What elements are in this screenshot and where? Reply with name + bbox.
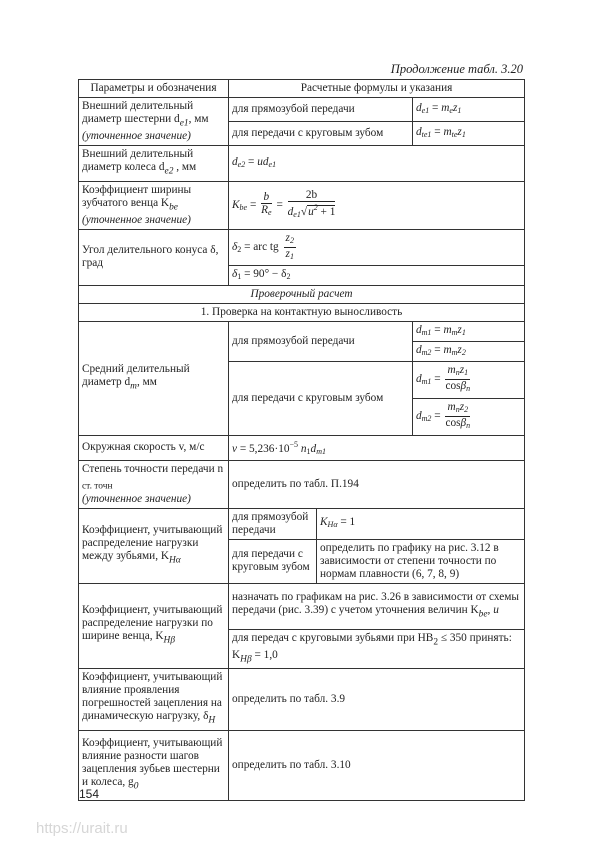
khb-text2-sub2: Hβ bbox=[240, 654, 252, 665]
de1-label: Внешний делительный диаметр шестерни d bbox=[82, 100, 194, 125]
table-row bbox=[79, 669, 525, 730]
table-row bbox=[79, 146, 525, 181]
kha-straight-formula: $K_{H\alpha} = 1$ bbox=[317, 508, 525, 539]
de1-unit: , мм bbox=[188, 113, 209, 125]
delta1-formula: $\delta_2$ = arc tg $\frac{z_2}{z_1}$ bbox=[229, 229, 525, 265]
dh-label: Коэффициент, учитывающий влияние проявления погрешностей зацепления на динамическую нагрузку, δ bbox=[82, 671, 223, 723]
khb-text1-main: назначать по графикам на рис. 3.26 в зависимости от схемы передачи (рис. 3.39) с учетом уточнения величин K bbox=[232, 591, 519, 617]
kbe-label-sub: be bbox=[169, 201, 178, 212]
speed-formula: $v = 5,236\cdot 10^{-5}$ $n_1d_{m1}$ bbox=[229, 435, 525, 460]
dh-label-sub: H bbox=[208, 715, 216, 726]
table-row bbox=[79, 508, 525, 539]
table-caption: Продолжение табл. 3.20 bbox=[390, 62, 523, 76]
header-params: Параметры и обозначения bbox=[79, 80, 229, 98]
de2-formula: $d_{e2} = ud_{e1}$ bbox=[229, 146, 525, 181]
kbe-formula: $K_{be}$ = $\frac{b}{R_e}$ = $\frac{2b}{d_{e1}√u^2 + 1}$ bbox=[229, 181, 525, 229]
accuracy-text: определить по табл. П.194 bbox=[229, 460, 525, 508]
table-row bbox=[79, 98, 525, 122]
kbe-param-cell bbox=[79, 181, 229, 229]
kha-straight-label: для прямозубой передачи bbox=[229, 508, 317, 539]
de1-straight-formula: $d_{e1} = m_ez_1$ bbox=[413, 98, 525, 122]
dh-param-cell bbox=[79, 669, 229, 730]
khb-text1-sub: be bbox=[478, 609, 488, 620]
dm-circular-label: для передачи с круговым зубом bbox=[229, 361, 413, 435]
khb-label: Коэффициент, учитывающий распределение нагрузки по ширине венца, K bbox=[82, 604, 223, 643]
table-row bbox=[79, 229, 525, 265]
accuracy-label: Степень точности передачи n bbox=[82, 462, 224, 475]
kha-circular-label: для передачи с круговым зубом bbox=[229, 539, 317, 583]
dm2-straight-formula: $d_{m2} = m_mz_2$ bbox=[413, 341, 525, 361]
de1-circular-label: для передачи с круговым зубом bbox=[229, 122, 413, 146]
khb-label-sub: Hβ bbox=[163, 635, 176, 646]
accuracy-param-cell bbox=[79, 460, 229, 508]
table-row bbox=[79, 321, 525, 341]
g0-label-sub: 0 bbox=[133, 781, 139, 792]
de1-straight-label: для прямозубой передачи bbox=[229, 98, 413, 122]
speed-param-cell: Окружная скорость v, м/с bbox=[79, 435, 229, 460]
dm1-circular-formula: $d_{m1}$ = $\frac{m_nz_1}{\cos\beta_n}$ bbox=[413, 361, 525, 398]
khb-text2-sub: 2 bbox=[433, 637, 439, 648]
section-title: Проверочный расчет bbox=[79, 285, 525, 303]
header-formulas: Расчетные формулы и указания bbox=[229, 80, 525, 98]
accuracy-note: (уточненное значение) bbox=[82, 492, 191, 505]
table-row bbox=[79, 460, 525, 508]
de1-note: (уточненное значение) bbox=[82, 130, 191, 143]
de2-unit: , мм bbox=[173, 161, 197, 174]
table-row bbox=[79, 583, 525, 629]
de2-param-cell bbox=[79, 146, 229, 181]
dm-straight-label: для прямозубой передачи bbox=[229, 321, 413, 361]
dm2-circular-formula: $d_{m2}$ = $\frac{m_nz_2}{\cos\beta_n}$ bbox=[413, 398, 525, 435]
khb-text1-tail: , u bbox=[487, 604, 499, 617]
kbe-note: (уточненное значение) bbox=[82, 213, 191, 226]
watermark-url: https://urait.ru bbox=[36, 820, 128, 837]
table-row bbox=[79, 285, 525, 303]
g0-text: определить по табл. 3.10 bbox=[229, 730, 525, 800]
khb-param-cell bbox=[79, 583, 229, 669]
de2-label: Внешний делительный диаметр колеса d bbox=[82, 148, 194, 174]
kha-param-cell bbox=[79, 508, 229, 583]
de1-param-cell bbox=[79, 98, 229, 146]
delta2-formula: $\delta_1 = 90^\circ - \delta_2$ bbox=[229, 265, 525, 285]
kbe-label: Коэффициент ширины зубчатого венца K bbox=[82, 183, 192, 209]
dm-label-sub: m bbox=[130, 381, 137, 392]
subsection-title: 1. Проверка на контактную выносливость bbox=[79, 303, 525, 321]
table-row bbox=[79, 303, 525, 321]
dm-unit: , мм bbox=[136, 376, 157, 389]
accuracy-label-sub: ст. точн bbox=[82, 480, 113, 491]
formula-table bbox=[78, 79, 525, 801]
kha-label-sub: Hα bbox=[169, 555, 181, 566]
khb-text2-val: = 1,0 bbox=[251, 649, 278, 662]
table-row bbox=[79, 435, 525, 460]
table-header-row bbox=[79, 80, 525, 98]
dm-label: Средний делительный диаметр d bbox=[82, 363, 190, 389]
table-row bbox=[79, 730, 525, 800]
dm1-straight-formula: $d_{m1} = m_mz_1$ bbox=[413, 321, 525, 341]
g0-param-cell bbox=[79, 730, 229, 800]
kha-label: Коэффициент, учитывающий распределение нагрузки между зубьями, K bbox=[82, 524, 223, 563]
delta-param-cell bbox=[79, 229, 229, 285]
delta-label: Угол делительного конуса δ, град bbox=[82, 244, 219, 270]
page-number: 154 bbox=[79, 787, 100, 801]
khb-text2 bbox=[229, 629, 525, 669]
de1-circular-formula: $d_{te1} = m_{te}z_1$ bbox=[413, 122, 525, 146]
g0-label: Коэффициент, учитывающий влияние разности шагов зацепления зубьев шестерни и колеса, g bbox=[82, 736, 223, 788]
khb-text1 bbox=[229, 583, 525, 629]
kha-circular-text: определить по графику на рис. 3.12 в зависимости от степени точности по нормам плавности (6, 7, 8, 9) bbox=[317, 539, 525, 583]
de2-label-sub: e2 bbox=[164, 166, 174, 177]
de1-label-sub: e1 bbox=[179, 118, 189, 129]
khb-text2-main: для передач с круговыми зубьями при HB bbox=[232, 631, 434, 644]
dh-text: определить по табл. 3.9 bbox=[229, 669, 525, 730]
dm-param-cell bbox=[79, 321, 229, 435]
khb-text2-tail: ≤ 350 принять: K bbox=[232, 631, 512, 662]
table-row bbox=[79, 181, 525, 229]
